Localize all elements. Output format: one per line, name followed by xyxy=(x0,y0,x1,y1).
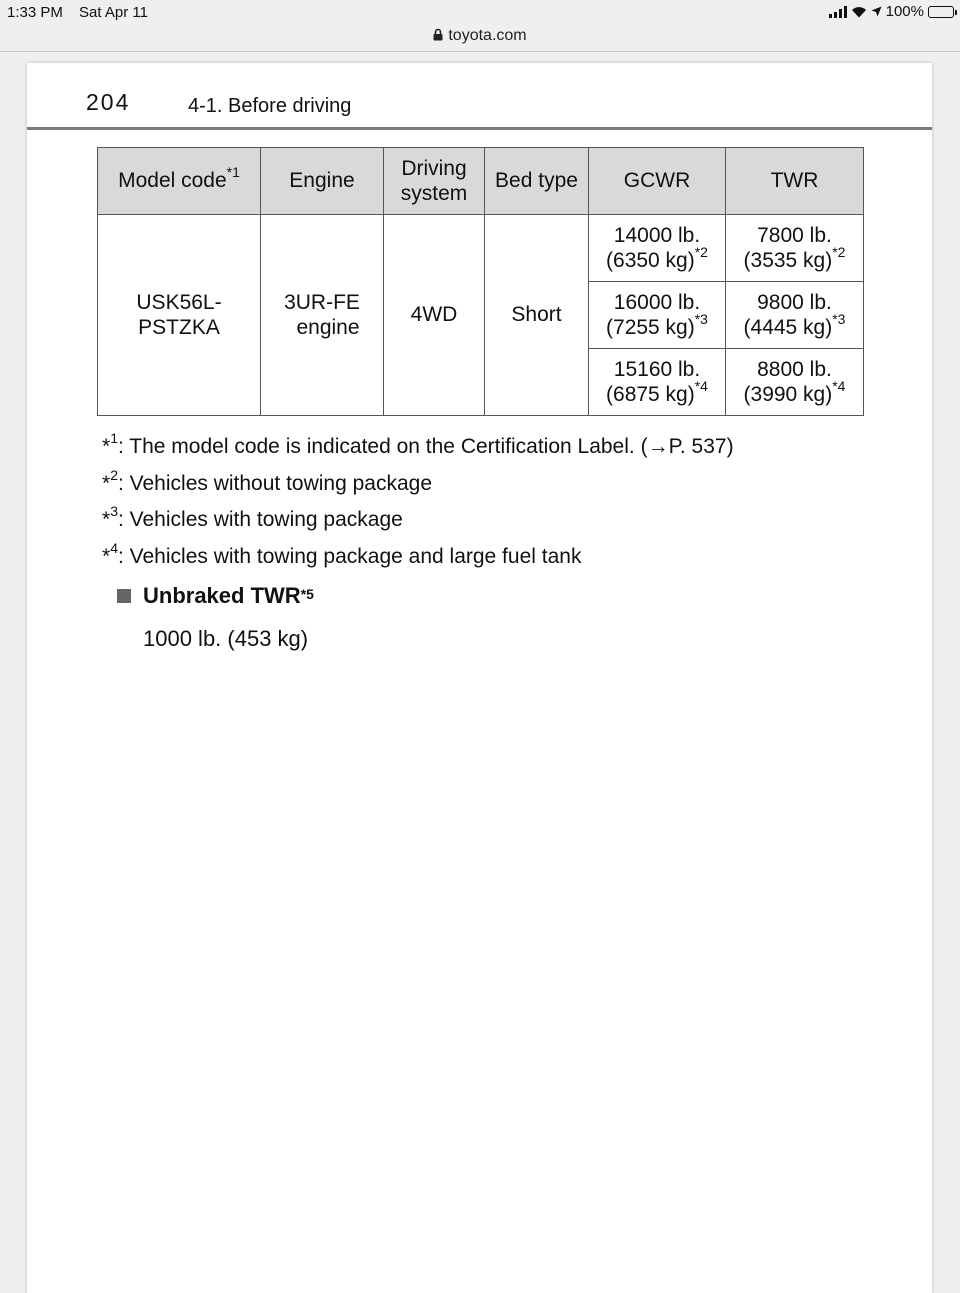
signal-icon xyxy=(829,6,847,18)
lock-icon xyxy=(433,28,443,46)
cell-twr: 8800 lb. (3990 kg)$^{*4}$ xyxy=(726,349,864,416)
status-date: Sat Apr 11 xyxy=(79,4,148,21)
browser-divider xyxy=(0,51,960,52)
page-number: 204 xyxy=(86,89,131,115)
battery-percent: 100% xyxy=(885,3,924,20)
cell-driving-system: 4WD xyxy=(384,215,485,416)
header-bed-type: Bed type xyxy=(485,148,589,215)
footnotes xyxy=(102,430,734,581)
wifi-icon xyxy=(851,6,867,18)
cell-bed-type: Short xyxy=(485,215,589,416)
cell-twr: 7800 lb. (3535 kg)$^{*2}$ xyxy=(726,215,864,282)
footnote-3: *$^3$: Vehicles with towing package xyxy=(102,503,403,531)
header-driving-system: Driving system xyxy=(384,148,485,215)
cell-twr: 9800 lb. (4445 kg)$^{*3}$ xyxy=(726,282,864,349)
table-header-row xyxy=(98,148,864,215)
document-page xyxy=(27,63,932,1293)
cell-engine: 3UR-FE engine xyxy=(261,215,384,416)
cell-gcwr: 16000 lb. (7255 kg)$^{*3}$ xyxy=(589,282,726,349)
header-twr: TWR xyxy=(726,148,864,215)
header-model-code: Model code$^{*1}$ xyxy=(98,148,261,215)
status-time: 1:33 PM xyxy=(7,4,63,21)
unbraked-twr-heading: Unbraked TWR $^{*5}$ xyxy=(117,583,314,609)
unbraked-title: Unbraked TWR xyxy=(143,583,301,608)
table-row xyxy=(98,215,864,282)
location-icon xyxy=(871,6,882,17)
footnote-1: *$^1$: The model code is indicated on the Certification Label. (→P. 537) xyxy=(102,430,734,458)
status-bar xyxy=(0,0,960,24)
header-rule xyxy=(27,127,932,130)
battery-icon xyxy=(928,6,954,18)
towing-spec-table xyxy=(97,147,864,416)
footnote-2: *$^2$: Vehicles without towing package xyxy=(102,466,433,495)
cell-gcwr: 14000 lb. (6350 kg)$^{*2}$ xyxy=(589,215,726,282)
footnote-4: *$^4$: Vehicles with towing package and large fuel tank xyxy=(102,539,582,568)
header-gcwr: GCWR xyxy=(589,148,726,215)
header-engine: Engine xyxy=(261,148,384,215)
status-indicators xyxy=(829,3,954,20)
section-title: 4-1. Before driving xyxy=(188,95,352,117)
cell-model-code: USK56L- PSTZKA xyxy=(98,215,261,416)
address-bar[interactable] xyxy=(0,22,960,50)
url-text[interactable]: toyota.com xyxy=(448,27,527,44)
cell-gcwr: 15160 lb. (6875 kg)$^{*4}$ xyxy=(589,349,726,416)
unbraked-twr-value: 1000 lb. (453 kg) xyxy=(143,626,309,651)
square-bullet-icon xyxy=(117,589,131,603)
